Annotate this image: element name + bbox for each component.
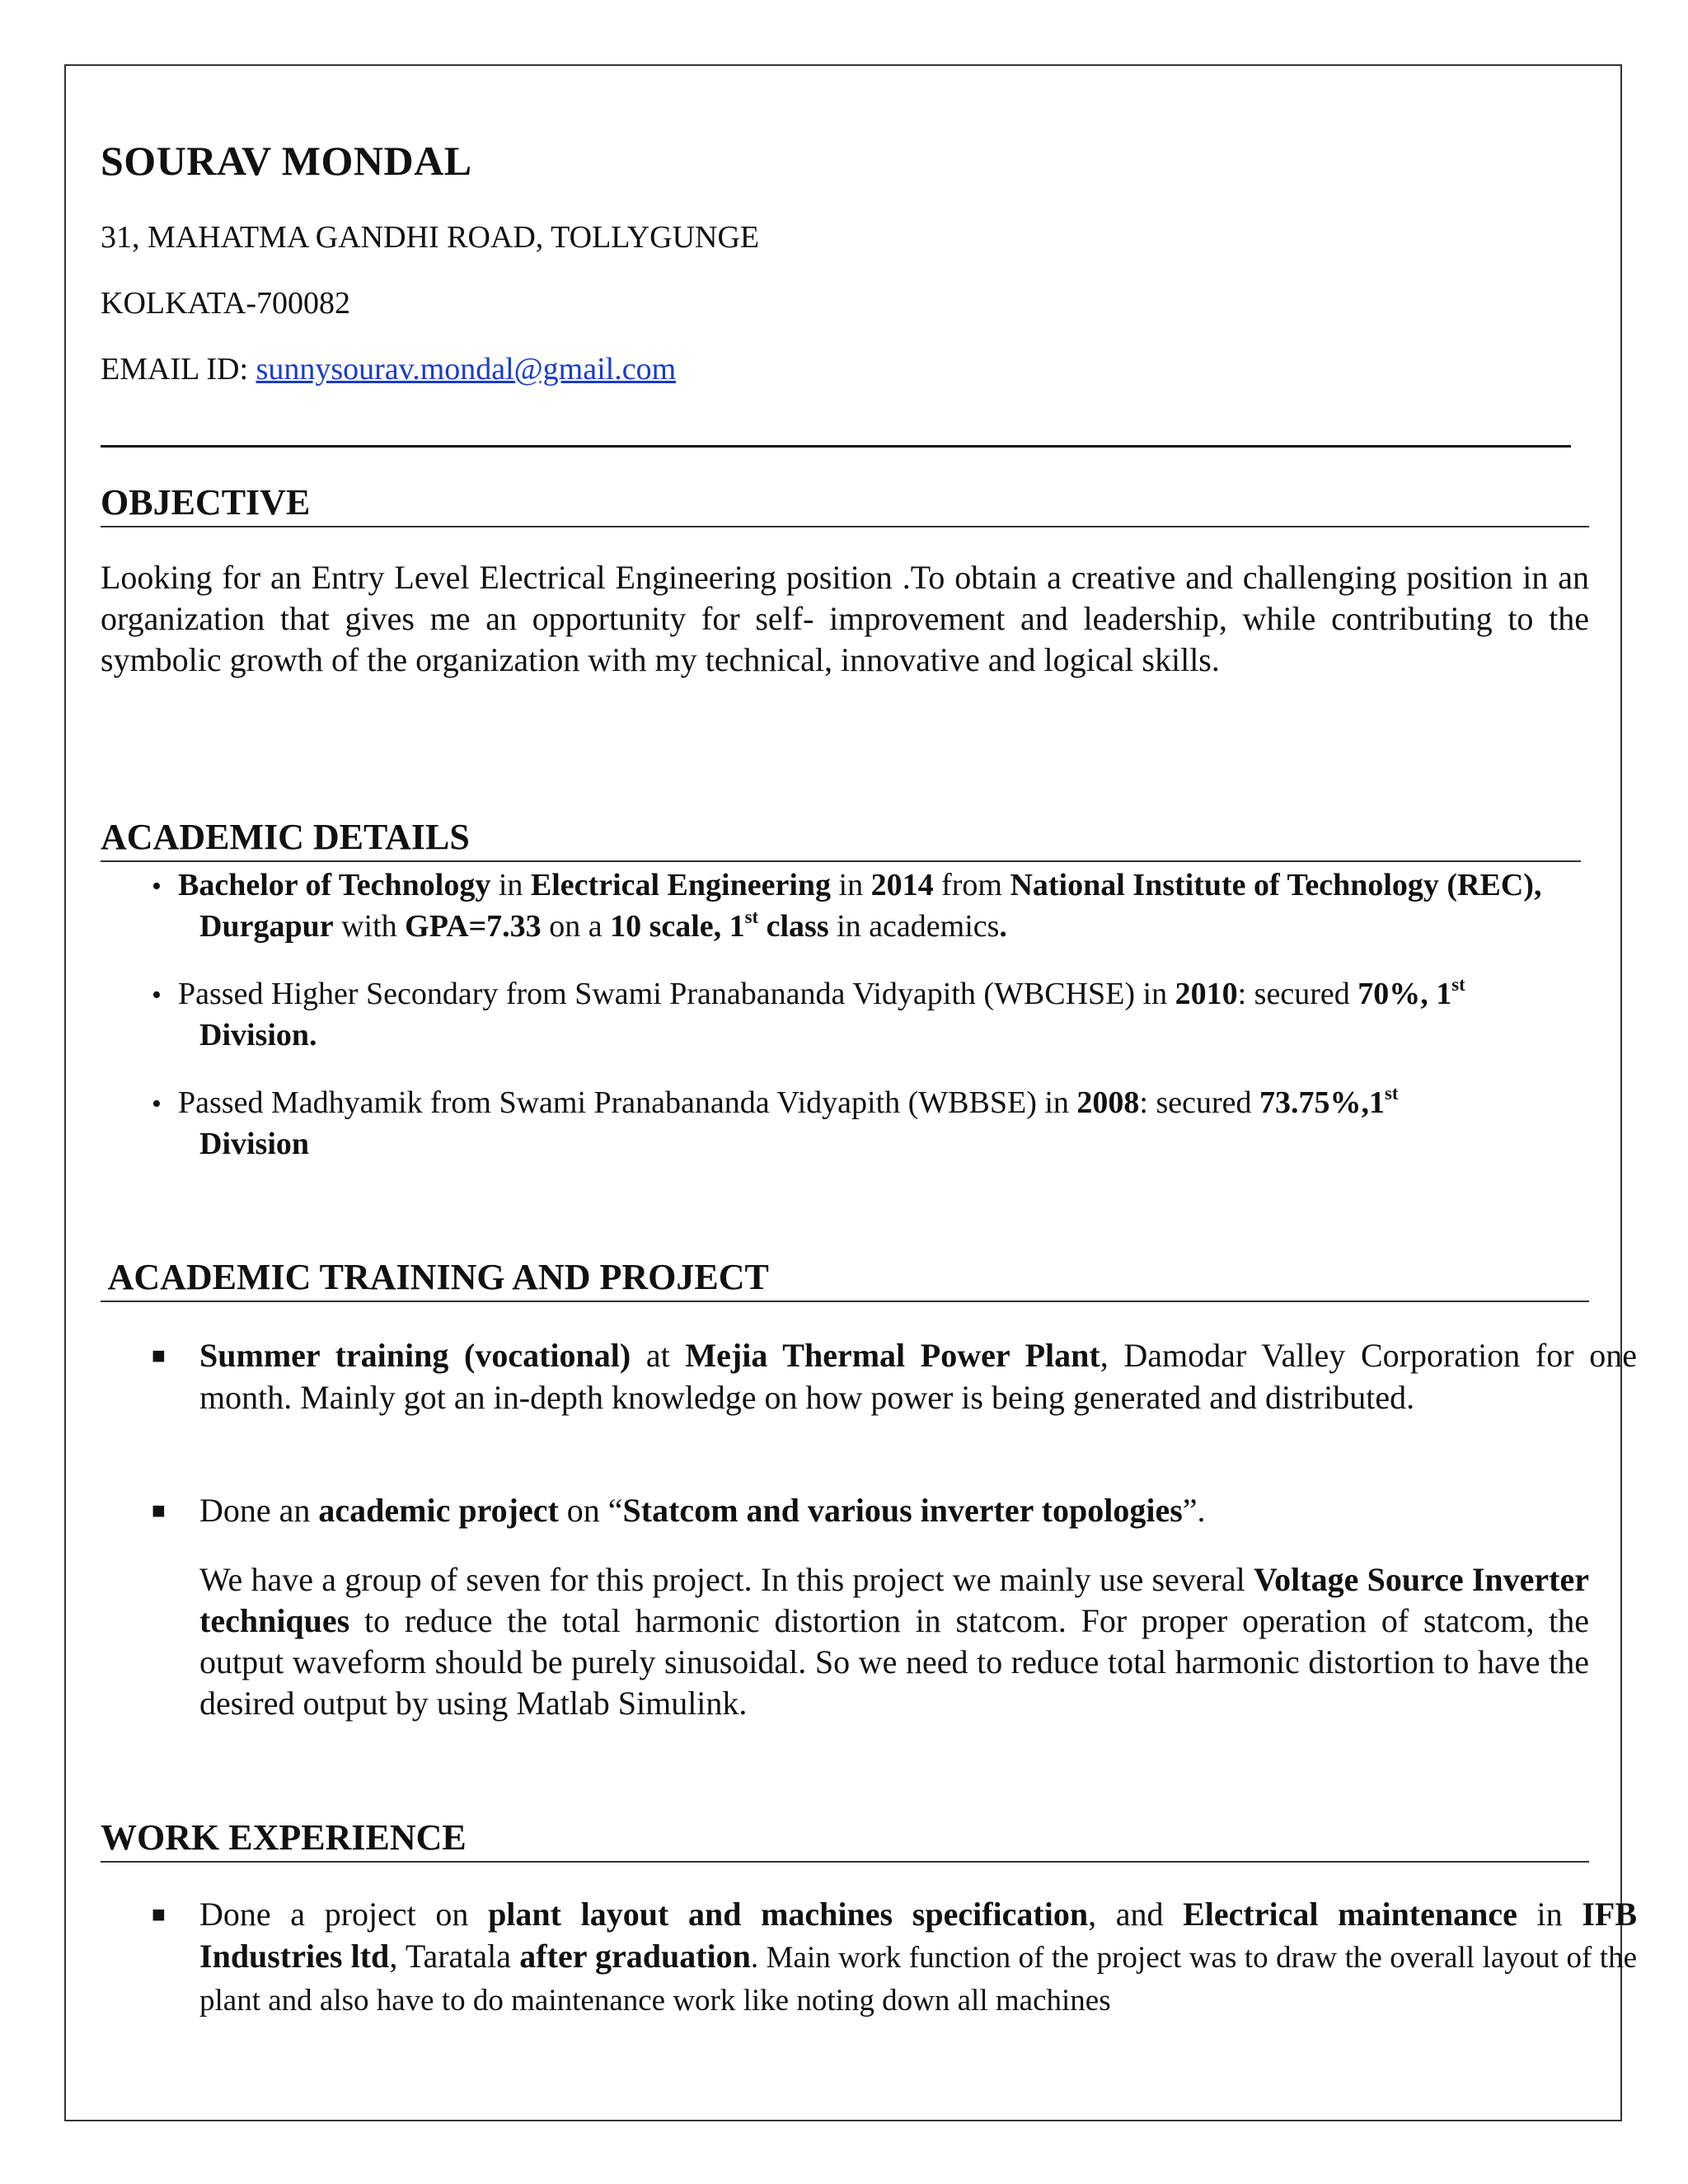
email-row — [101, 351, 676, 387]
square-bullet-icon: ■ — [152, 1498, 166, 1524]
work-item-ifb: ■ Done a project on plant layout and machines specification, and Electrical maintenance in IFB Industries ltd, Taratala after graduation. Main work function of the project was to draw the overall layout of the plant and also have to do maintenance work like noting down all machines — [152, 1896, 1638, 2018]
training-item-project: ■ Done an academic project on “Statcom and various inverter topologies”. — [152, 1490, 1637, 1532]
training-item-summer: ■ Summer training (vocational) at Mejia Thermal Power Plant, Damodar Valley Corporation for one month. Mainly got an in-depth knowledge on how power is being generated and distributed. — [152, 1337, 1637, 1416]
bullet-icon: • — [152, 980, 162, 1010]
bullet-icon: • — [152, 1089, 162, 1119]
email-link[interactable]: sunnysourav.mondal@gmail.com — [256, 352, 677, 387]
education-item-hs: • Passed Higher Secondary from Swami Pranabananda Vidyapith (WBCHSE) in 2010: secured 70%, 1st Division. — [152, 974, 1465, 1052]
education-item-madhyamik: • Passed Madhyamik from Swami Pranabananda Vidyapith (WBBSE) in 2008: secured 73.75%,1st Division — [152, 1083, 1399, 1161]
academic-heading: ACADEMIC DETAILS — [101, 816, 1581, 862]
email-label: EMAIL ID: — [101, 352, 256, 387]
project-description: We have a group of seven for this project. In this project we mainly use several Voltage Source Inverter techniques to reduce the total harmonic distortion in statcom. For proper operation of statcom, the output waveform should be purely sinusoidal. So we need to reduce total harmonic distortion to have the desired output by using Matlab Simulink. — [199, 1561, 1589, 1722]
candidate-name: SOURAV MONDAL — [101, 138, 472, 184]
education-item-btech: • Bachelor of Technology in Electrical Engineering in 2014 from National Institute of Technology (REC), Durgapur with GPA=7.33 on a 10 scale, 1st class in academics. — [152, 868, 1542, 944]
address-line-2: KOLKATA-700082 — [101, 286, 351, 321]
work-heading: WORK EXPERIENCE — [101, 1816, 1589, 1863]
address-line-1: 31, MAHATMA GANDHI ROAD, TOLLYGUNGE — [101, 220, 760, 255]
objective-text: Looking for an Entry Level Electrical Engineering position .To obtain a creative and challenging position in an organization that gives me an opportunity for self- improvement and leadership, while contributing to the symbolic growth of the organization with my technical, innovative and logical skills. — [101, 559, 1589, 678]
square-bullet-icon: ■ — [152, 1343, 166, 1369]
header-divider — [101, 445, 1571, 448]
training-heading: ACADEMIC TRAINING AND PROJECT — [101, 1256, 1589, 1302]
objective-heading: OBJECTIVE — [101, 481, 1589, 527]
square-bullet-icon: ■ — [152, 1902, 166, 1928]
bullet-icon: • — [152, 871, 162, 902]
